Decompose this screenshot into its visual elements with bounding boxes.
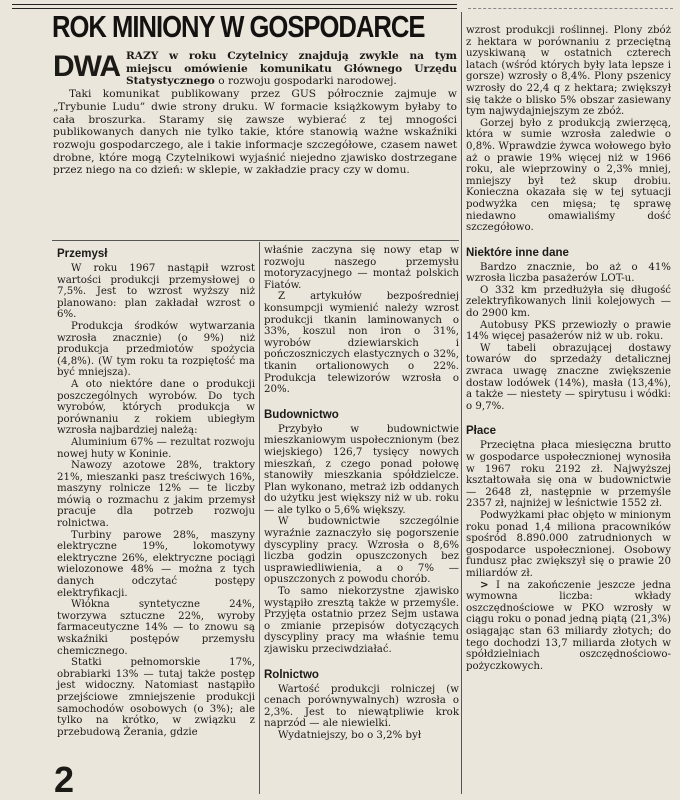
lead-bold-intro: RAZY w roku Czytelnicy znajdują zwykle na tym miejscu omówienie komunikatu Głównego Urzędu Statystycznego <box>126 50 457 88</box>
paragraph: Autobusy PKS przewiozły o prawie 14% więcej pasażerów niż w ub. roku. <box>466 319 671 343</box>
arrow-icon: > <box>480 579 489 591</box>
paragraph: O 332 km przedłużyła się długość zelektryfikowanych linii kolejowych — do 2900 km. <box>466 284 671 320</box>
paragraph: Gorzej było z produkcją zwierzęcą, która w sumie wzrosła zaledwie o 0,8%. Wprawdzie żywca wołowego było aż o prawie 19% więcej niż w 1966 roku, ale wieprzowiny o 2,3% mniej, mniejszy był też skup drobiu. Konieczna okazała się w tej sytuacji podwyżka cen mięsa; tę sprawę niedawno omawialiśmy dość szczegółowo. <box>466 117 671 234</box>
section-heading-place: Płace <box>466 425 497 438</box>
paragraph: Aluminium 67% — rezultat rozwoju nowej huty w Koninie. <box>57 436 255 460</box>
paragraph: Statki pełnomorskie 17%, obrabiarki 13% — tutaj także postęp jest widoczny. Natomiast nastąpiło przejściowe zmniejszenie produkcji samochodów osobowych (o 3%); ale tylko na krótko, w związku z przebudową Żerania, gdzie <box>57 657 255 738</box>
paragraph: Podwyżkami płac objęto w minionym roku ponad 1,4 miliona pracowników spośród 8.890.000 zatrudnionych w gospodarce uspołecznionej. Osobowy fundusz płac zwiększył się o prawie 20 miliardów zł. <box>466 509 671 579</box>
column-przemysl <box>57 245 255 738</box>
paragraph: W budownictwie szczególnie wyraźnie zaznaczyło się pogorszenie dyscypliny pracy. Wzrosła o 8,6% liczba godzin opuszczonych bez usprawiedliwienia, a o 7% — opuszczonych z powodu chorób. <box>264 516 459 586</box>
torn-edge <box>468 0 673 9</box>
spacer <box>466 234 671 244</box>
closing-text: I na zakończenie jeszcze jedna wymowna liczba: wkłady oszczędnościowe w PKO wzrosły w ciągu roku o ponad jedną piątą (21,3%) osiągając stan 63 miliardy złotych; do tego dochodzi 13,7 miliarda złotych w spółdzielniach oszczędnościowo-pożyczkowych. <box>466 579 671 672</box>
column-middle <box>264 245 459 742</box>
paragraph: A oto niektóre dane o produkcji poszczególnych wyrobów. Do tych wyrobów, których produkcja w porównaniu z rokiem ubiegłym wzrosła najbardziej należą: <box>57 378 255 437</box>
paragraph: Włókna syntetyczne 24%, tworzywa sztuczne 22%, wyroby farmaceutyczne 14% — to znowu są wskaźniki postępów przemysłu chemicznego. <box>57 599 255 657</box>
paragraph: Produkcja środków wytwarzania wzrosła znacznie) (o 9%) niż produkcja przedmiotów spożycia (4,8%). (W tym roku ta rozpiętość ma być mniejsza). <box>57 320 255 379</box>
lead-intro-rest: o rozwoju gospodarki narodowej. <box>214 75 397 88</box>
closing-paragraph <box>466 580 671 673</box>
page-number: 2 <box>54 759 75 800</box>
column-right <box>466 25 671 672</box>
paragraph: Z artykułów bezpośredniej konsumpcji wymienić należy wzrost produkcji tkanin laminowanych o 33%, koszul non iron o 31%, wyrobów dziewiarskich i pończoszniczych elastycznych o 32%, tkanin ortalionowych o 22%. Produkcja telewizorów wzrosła o 20%. <box>264 291 459 396</box>
lead-paragraph-1 <box>53 50 457 88</box>
dropcap: DWA <box>53 50 120 83</box>
article-title: ROK MINIONY W GOSPODARCE <box>52 10 425 44</box>
column-divider-1 <box>259 242 260 794</box>
paragraph: Wydatniejszy, bo o 3,2% był <box>278 729 422 741</box>
spacer <box>264 656 459 666</box>
column-divider-2 <box>461 12 462 794</box>
paragraph: wzrost produkcji roślinnej. Plony zbóż z hektara w porównaniu z przeciętną uzyskiwaną w ostatnich czterech latach (wśród których były lata lepsze i gorsze) wzrosły o 8,4%. Plony pszenicy wzrosły do 22,4 q z hektara; zwiększył się także o blisko 5% obszar zasiewany tym najwydajniejszym ze zbóż. <box>466 25 671 118</box>
lead-paragraph-2: Taki komunikat publikowany przez GUS półrocznie zajmuje w „Trybunie Ludu” dwie strony druku. W formacie książkowym byłaby to cała broszurka. Staramy się zawsze wybierać z tej mnogości publikowanych danych nie tylko takie, które stanowią ważne wskaźniki rozwoju gospodarczego, ale i takie informacje szczegółowe, czasem nawet drobne, które mogą Czytelnikowi wyjaśnić niejedno zjawisko dostrzegane przez niego na co dzień: w sklepie, w zakładzie pracy czy w domu. <box>53 88 457 177</box>
paragraph: W tabeli obrazującej dostawy towarów do sprzedaży detalicznej zwraca uwagę znaczne zwiększenie dostaw lodówek (14%), masła (13,4%), a także — niestety — spirytusu i wódki: o 9,7%. <box>466 342 671 412</box>
spacer <box>466 412 671 422</box>
paragraph: właśnie zaczyna się nowy etap w rozwoju naszego przemysłu motoryzacyjnego — montaż polskich Fiatów. <box>264 245 459 291</box>
paragraph: Przybyło w budownictwie mieszkaniowym uspołecznionym (bez wiejskiego) 126,7 tysięcy nowych mieszkań, z czego ponad połowę stanowiły mieszkania spółdzielcze. Plan wykonano, metraż izb oddanych do użytku jest większy niż w ub. roku — ale tylko o 5,6% większy. <box>264 423 459 516</box>
paragraph: Wartość produkcji rolniczej (w cenach porównywalnych) wzrosła o 2,3%. Jest to niewątpliwie krok naprzód — ale niewielki. <box>264 683 459 730</box>
paragraph: To samo niekorzystne zjawisko wystąpiło zresztą także w przemyśle. Przyjęta ostatnio przez Sejm ustawa o zmianie przepisów dotyczących dyscypliny pracy ma właśnie temu zjawisku przeciwdziałać. <box>264 586 459 655</box>
paragraph: W roku 1967 nastąpił wzrost wartości produkcji przemysłowej o 7,5%. Jest to wzrost wyższy niż planowano: plan zakładał wzrost o 6%. <box>57 263 255 321</box>
section-heading-rolnictwo: Rolnictwo <box>264 668 319 681</box>
lead-divider <box>52 240 459 241</box>
section-heading-budownictwo: Budownictwo <box>264 408 339 421</box>
section-heading-inne-dane: Niektóre inne dane <box>466 246 569 259</box>
paragraph: Turbiny parowe 28%, maszyny elektryczne 19%, lokomotywy elektryczne 26%, elektryczne pociągi wielozonowe 48% — można z tych danych odczytać postępy elektryfikacji. <box>57 529 255 599</box>
paragraph: Nawozy azotowe 28%, traktory 21%, mieszanki pasz treściwych 16%, maszyny rolnicze 12% — te liczby mówią o rozmachu z jakim przemysł pracuje dla potrzeb rozwoju rolnictwa. <box>57 460 255 530</box>
paragraph: Przeciętna płaca miesięczna brutto w gospodarce uspołecznionej wynosiła w 1967 roku 2192 zł. Najwyższej kształtowała się ona w budownictwie — 2648 zł, następnie w przemyśle 2357 zł, najniżej w leśnictwie 1552 zł. <box>466 440 671 510</box>
spacer <box>264 396 459 406</box>
paragraph: Bardzo znacznie, bo aż o 41% wzrosła liczba pasażerów LOT-u. <box>466 261 671 285</box>
article-lead <box>53 50 457 177</box>
header-rule <box>12 4 457 9</box>
section-heading-przemysl: Przemysł <box>57 248 108 260</box>
